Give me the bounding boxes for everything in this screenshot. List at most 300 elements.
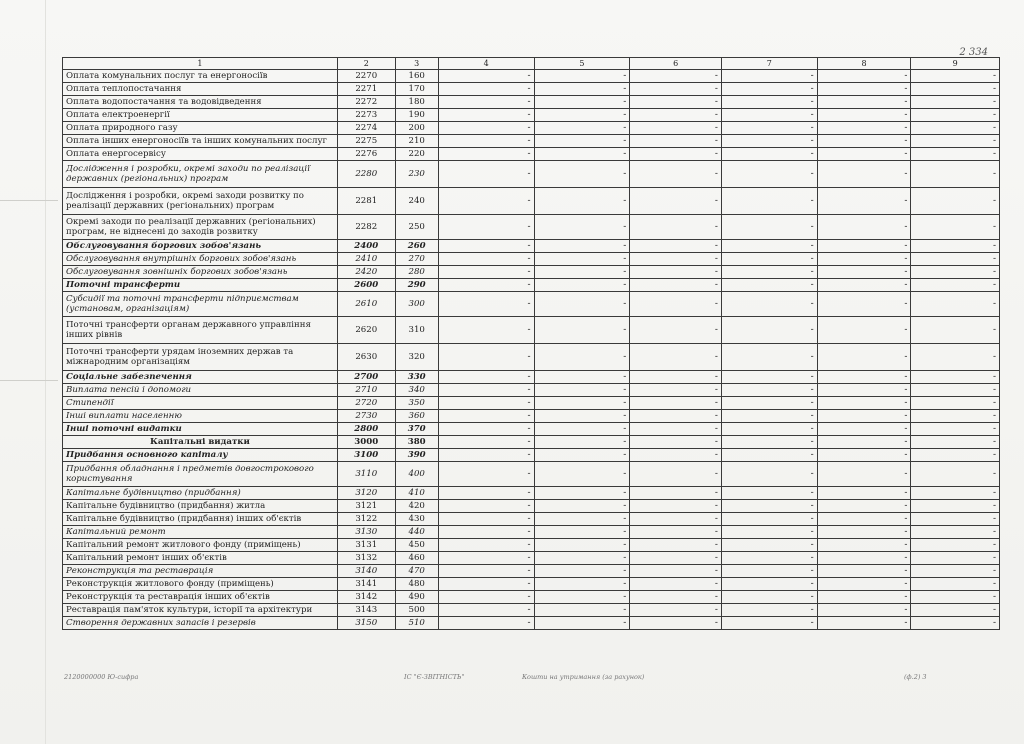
- value-cell-col-5: -: [534, 371, 630, 384]
- row-kekv-code: 3100: [337, 449, 395, 462]
- value-cell-col-9: -: [911, 526, 1000, 539]
- value-cell-col-7: -: [721, 96, 817, 109]
- value-cell-col-6: -: [630, 96, 722, 109]
- value-cell-col-4: -: [438, 317, 534, 344]
- value-cell-col-5: -: [534, 513, 630, 526]
- value-cell-col-7: -: [721, 423, 817, 436]
- value-cell-col-5: -: [534, 109, 630, 122]
- value-cell-col-5: -: [534, 83, 630, 96]
- row-kekv-code: 2400: [337, 240, 395, 253]
- value-cell-col-9: -: [911, 122, 1000, 135]
- column-header-5: 5: [534, 58, 630, 70]
- row-line-number: 460: [395, 552, 438, 565]
- row-kekv-code: 3140: [337, 565, 395, 578]
- value-cell-col-5: -: [534, 578, 630, 591]
- value-cell-col-7: -: [721, 384, 817, 397]
- row-name: Виплата пенсій і допомоги: [63, 384, 338, 397]
- value-cell-col-4: -: [438, 266, 534, 279]
- row-kekv-code: 3121: [337, 500, 395, 513]
- value-cell-col-5: -: [534, 266, 630, 279]
- value-cell-col-4: -: [438, 96, 534, 109]
- table-row: [63, 462, 1000, 487]
- value-cell-col-8: -: [817, 423, 911, 436]
- value-cell-col-8: -: [817, 449, 911, 462]
- value-cell-col-9: -: [911, 83, 1000, 96]
- value-cell-col-8: -: [817, 317, 911, 344]
- row-line-number: 390: [395, 449, 438, 462]
- row-kekv-code: 3122: [337, 513, 395, 526]
- table-row: [63, 513, 1000, 526]
- row-kekv-code: 2630: [337, 344, 395, 371]
- value-cell-col-9: -: [911, 552, 1000, 565]
- row-name: Капітальне будівництво (придбання) житла: [63, 500, 338, 513]
- value-cell-col-6: -: [630, 292, 722, 317]
- row-line-number: 400: [395, 462, 438, 487]
- value-cell-col-9: -: [911, 371, 1000, 384]
- row-name: Обслуговування внутрішніх боргових зобов'язань: [63, 253, 338, 266]
- value-cell-col-8: -: [817, 70, 911, 83]
- value-cell-col-5: -: [534, 292, 630, 317]
- value-cell-col-6: -: [630, 436, 722, 449]
- value-cell-col-8: -: [817, 188, 911, 215]
- value-cell-col-6: -: [630, 384, 722, 397]
- value-cell-col-6: -: [630, 266, 722, 279]
- table-row: [63, 215, 1000, 240]
- row-kekv-code: 2270: [337, 70, 395, 83]
- value-cell-col-4: -: [438, 436, 534, 449]
- value-cell-col-9: -: [911, 253, 1000, 266]
- value-cell-col-7: -: [721, 135, 817, 148]
- row-line-number: 170: [395, 83, 438, 96]
- value-cell-col-9: -: [911, 135, 1000, 148]
- table-row: [63, 266, 1000, 279]
- value-cell-col-6: -: [630, 410, 722, 423]
- footer-center: ІС "Є-ЗВІТНІСТЬ": [404, 673, 465, 681]
- value-cell-col-8: -: [817, 526, 911, 539]
- value-cell-col-9: -: [911, 604, 1000, 617]
- value-cell-col-8: -: [817, 240, 911, 253]
- row-name: Субсидії та поточні трансферти підприємствам (установам, організаціям): [63, 292, 338, 317]
- value-cell-col-8: -: [817, 462, 911, 487]
- value-cell-col-9: -: [911, 487, 1000, 500]
- value-cell-col-6: -: [630, 135, 722, 148]
- value-cell-col-4: -: [438, 240, 534, 253]
- page-number-mark: 2 334: [959, 47, 988, 58]
- value-cell-col-5: -: [534, 552, 630, 565]
- row-line-number: 260: [395, 240, 438, 253]
- column-header-3: 3: [395, 58, 438, 70]
- value-cell-col-6: -: [630, 215, 722, 240]
- value-cell-col-6: -: [630, 70, 722, 83]
- table-row: [63, 253, 1000, 266]
- value-cell-col-9: -: [911, 188, 1000, 215]
- row-name: Оплата електроенергії: [63, 109, 338, 122]
- value-cell-col-5: -: [534, 617, 630, 630]
- value-cell-col-7: -: [721, 266, 817, 279]
- value-cell-col-4: -: [438, 449, 534, 462]
- expenditure-report-table: [62, 57, 1000, 630]
- value-cell-col-6: -: [630, 279, 722, 292]
- row-line-number: 310: [395, 317, 438, 344]
- value-cell-col-4: -: [438, 591, 534, 604]
- value-cell-col-4: -: [438, 109, 534, 122]
- value-cell-col-4: -: [438, 565, 534, 578]
- value-cell-col-6: -: [630, 513, 722, 526]
- value-cell-col-9: -: [911, 344, 1000, 371]
- row-kekv-code: 2271: [337, 83, 395, 96]
- value-cell-col-5: -: [534, 279, 630, 292]
- value-cell-col-9: -: [911, 266, 1000, 279]
- value-cell-col-9: -: [911, 449, 1000, 462]
- row-line-number: 410: [395, 487, 438, 500]
- value-cell-col-7: -: [721, 240, 817, 253]
- row-line-number: 180: [395, 96, 438, 109]
- value-cell-col-8: -: [817, 109, 911, 122]
- value-cell-col-4: -: [438, 552, 534, 565]
- value-cell-col-8: -: [817, 410, 911, 423]
- value-cell-col-5: -: [534, 253, 630, 266]
- value-cell-col-6: -: [630, 317, 722, 344]
- table-row: [63, 135, 1000, 148]
- value-cell-col-6: -: [630, 253, 722, 266]
- value-cell-col-7: -: [721, 371, 817, 384]
- table-row: [63, 344, 1000, 371]
- table-row: [63, 578, 1000, 591]
- value-cell-col-4: -: [438, 487, 534, 500]
- column-header-7: 7: [721, 58, 817, 70]
- value-cell-col-4: -: [438, 253, 534, 266]
- value-cell-col-5: -: [534, 526, 630, 539]
- row-line-number: 500: [395, 604, 438, 617]
- table-row: [63, 526, 1000, 539]
- row-name: Придбання основного капіталу: [63, 449, 338, 462]
- column-header-9: 9: [911, 58, 1000, 70]
- table-row: [63, 552, 1000, 565]
- row-line-number: 470: [395, 565, 438, 578]
- row-name: Реконструкція житлового фонду (приміщень): [63, 578, 338, 591]
- row-kekv-code: 2282: [337, 215, 395, 240]
- bleed-through-line: [0, 380, 58, 381]
- row-name: Поточні трансферти органам державного управління інших рівнів: [63, 317, 338, 344]
- value-cell-col-8: -: [817, 344, 911, 371]
- value-cell-col-5: -: [534, 462, 630, 487]
- value-cell-col-7: -: [721, 148, 817, 161]
- row-kekv-code: 2273: [337, 109, 395, 122]
- value-cell-col-5: -: [534, 500, 630, 513]
- value-cell-col-8: -: [817, 83, 911, 96]
- value-cell-col-6: -: [630, 565, 722, 578]
- value-cell-col-9: -: [911, 240, 1000, 253]
- value-cell-col-8: -: [817, 215, 911, 240]
- value-cell-col-6: -: [630, 109, 722, 122]
- value-cell-col-6: -: [630, 487, 722, 500]
- value-cell-col-4: -: [438, 161, 534, 188]
- value-cell-col-6: -: [630, 397, 722, 410]
- table-row: [63, 539, 1000, 552]
- row-line-number: 200: [395, 122, 438, 135]
- table-row: [63, 565, 1000, 578]
- value-cell-col-4: -: [438, 578, 534, 591]
- value-cell-col-7: -: [721, 539, 817, 552]
- row-name: Оплата інших енергоносіїв та інших комунальних послуг: [63, 135, 338, 148]
- value-cell-col-7: -: [721, 83, 817, 96]
- row-name: Поточні трансферти урядам іноземних держав та міжнародним організаціям: [63, 344, 338, 371]
- value-cell-col-5: -: [534, 384, 630, 397]
- footer-left: 2120000000 Ю-сифра: [64, 673, 139, 681]
- value-cell-col-6: -: [630, 526, 722, 539]
- table-row: [63, 371, 1000, 384]
- value-cell-col-4: -: [438, 617, 534, 630]
- row-name: Оплата комунальних послуг та енергоносіїв: [63, 70, 338, 83]
- value-cell-col-4: -: [438, 371, 534, 384]
- value-cell-col-4: -: [438, 526, 534, 539]
- row-name: Придбання обладнання і предметів довгострокового користування: [63, 462, 338, 487]
- value-cell-col-7: -: [721, 410, 817, 423]
- value-cell-col-6: -: [630, 240, 722, 253]
- row-line-number: 350: [395, 397, 438, 410]
- value-cell-col-5: -: [534, 423, 630, 436]
- row-kekv-code: 3143: [337, 604, 395, 617]
- row-line-number: 330: [395, 371, 438, 384]
- table-row: [63, 604, 1000, 617]
- row-name: Оплата енергосервісу: [63, 148, 338, 161]
- row-kekv-code: 2281: [337, 188, 395, 215]
- value-cell-col-4: -: [438, 292, 534, 317]
- value-cell-col-7: -: [721, 487, 817, 500]
- row-name: Оплата природного газу: [63, 122, 338, 135]
- value-cell-col-9: -: [911, 70, 1000, 83]
- row-kekv-code: 2275: [337, 135, 395, 148]
- row-kekv-code: 2800: [337, 423, 395, 436]
- value-cell-col-5: -: [534, 397, 630, 410]
- value-cell-col-8: -: [817, 436, 911, 449]
- value-cell-col-4: -: [438, 384, 534, 397]
- value-cell-col-7: -: [721, 109, 817, 122]
- value-cell-col-6: -: [630, 161, 722, 188]
- column-header-1: 1: [63, 58, 338, 70]
- row-name: Обслуговування зовнішніх боргових зобов'язань: [63, 266, 338, 279]
- footer-note: Кошти на утримання (за рахунок): [522, 673, 645, 681]
- value-cell-col-8: -: [817, 148, 911, 161]
- row-name: Інші виплати населенню: [63, 410, 338, 423]
- value-cell-col-6: -: [630, 83, 722, 96]
- value-cell-col-7: -: [721, 122, 817, 135]
- value-cell-col-9: -: [911, 423, 1000, 436]
- table-row: [63, 617, 1000, 630]
- table-row: [63, 240, 1000, 253]
- row-kekv-code: 2280: [337, 161, 395, 188]
- value-cell-col-8: -: [817, 578, 911, 591]
- row-name: Обслуговування боргових зобов'язань: [63, 240, 338, 253]
- value-cell-col-8: -: [817, 371, 911, 384]
- value-cell-col-4: -: [438, 604, 534, 617]
- value-cell-col-9: -: [911, 96, 1000, 109]
- value-cell-col-6: -: [630, 449, 722, 462]
- value-cell-col-8: -: [817, 539, 911, 552]
- table-row: [63, 397, 1000, 410]
- value-cell-col-8: -: [817, 135, 911, 148]
- value-cell-col-8: -: [817, 487, 911, 500]
- row-line-number: 250: [395, 215, 438, 240]
- value-cell-col-5: -: [534, 70, 630, 83]
- row-line-number: 340: [395, 384, 438, 397]
- value-cell-col-7: -: [721, 317, 817, 344]
- row-line-number: 290: [395, 279, 438, 292]
- value-cell-col-7: -: [721, 161, 817, 188]
- value-cell-col-4: -: [438, 513, 534, 526]
- row-line-number: 370: [395, 423, 438, 436]
- row-line-number: 420: [395, 500, 438, 513]
- column-header-2: 2: [337, 58, 395, 70]
- value-cell-col-5: -: [534, 215, 630, 240]
- value-cell-col-5: -: [534, 240, 630, 253]
- row-kekv-code: 3150: [337, 617, 395, 630]
- value-cell-col-9: -: [911, 565, 1000, 578]
- value-cell-col-5: -: [534, 188, 630, 215]
- value-cell-col-6: -: [630, 604, 722, 617]
- value-cell-col-5: -: [534, 487, 630, 500]
- value-cell-col-7: -: [721, 279, 817, 292]
- value-cell-col-7: -: [721, 449, 817, 462]
- row-line-number: 210: [395, 135, 438, 148]
- value-cell-col-7: -: [721, 70, 817, 83]
- value-cell-col-8: -: [817, 266, 911, 279]
- row-kekv-code: 3142: [337, 591, 395, 604]
- value-cell-col-4: -: [438, 215, 534, 240]
- value-cell-col-4: -: [438, 539, 534, 552]
- row-kekv-code: 2276: [337, 148, 395, 161]
- value-cell-col-7: -: [721, 591, 817, 604]
- value-cell-col-7: -: [721, 565, 817, 578]
- value-cell-col-7: -: [721, 344, 817, 371]
- value-cell-col-7: -: [721, 604, 817, 617]
- row-kekv-code: 3132: [337, 552, 395, 565]
- row-line-number: 160: [395, 70, 438, 83]
- row-line-number: 190: [395, 109, 438, 122]
- value-cell-col-4: -: [438, 279, 534, 292]
- value-cell-col-9: -: [911, 578, 1000, 591]
- value-cell-col-5: -: [534, 591, 630, 604]
- value-cell-col-9: -: [911, 397, 1000, 410]
- value-cell-col-8: -: [817, 604, 911, 617]
- row-line-number: 220: [395, 148, 438, 161]
- table-body: [63, 70, 1000, 630]
- row-kekv-code: 2272: [337, 96, 395, 109]
- value-cell-col-7: -: [721, 526, 817, 539]
- value-cell-col-8: -: [817, 500, 911, 513]
- value-cell-col-4: -: [438, 188, 534, 215]
- row-name: Оплата водопостачання та водовідведення: [63, 96, 338, 109]
- row-kekv-code: 2720: [337, 397, 395, 410]
- table-row: [63, 83, 1000, 96]
- row-kekv-code: 2620: [337, 317, 395, 344]
- row-name: Капітальне будівництво (придбання): [63, 487, 338, 500]
- value-cell-col-5: -: [534, 148, 630, 161]
- value-cell-col-9: -: [911, 148, 1000, 161]
- table-row: [63, 317, 1000, 344]
- row-name: Дослідження і розробки, окремі заходи розвитку по реалізації державних (регіональних) програм: [63, 188, 338, 215]
- value-cell-col-6: -: [630, 539, 722, 552]
- footer-right: (ф.2) 3: [904, 673, 927, 681]
- row-line-number: 440: [395, 526, 438, 539]
- row-line-number: 480: [395, 578, 438, 591]
- row-name: Реконструкція та реставрація інших об'єктів: [63, 591, 338, 604]
- row-kekv-code: 3130: [337, 526, 395, 539]
- value-cell-col-8: -: [817, 253, 911, 266]
- value-cell-col-7: -: [721, 292, 817, 317]
- table-row: [63, 188, 1000, 215]
- value-cell-col-5: -: [534, 317, 630, 344]
- value-cell-col-4: -: [438, 148, 534, 161]
- value-cell-col-8: -: [817, 292, 911, 317]
- value-cell-col-5: -: [534, 410, 630, 423]
- value-cell-col-7: -: [721, 500, 817, 513]
- row-kekv-code: 2730: [337, 410, 395, 423]
- table-row: [63, 96, 1000, 109]
- value-cell-col-8: -: [817, 161, 911, 188]
- table-row: [63, 449, 1000, 462]
- value-cell-col-9: -: [911, 410, 1000, 423]
- value-cell-col-6: -: [630, 462, 722, 487]
- value-cell-col-5: -: [534, 604, 630, 617]
- value-cell-col-5: -: [534, 539, 630, 552]
- table-row: [63, 384, 1000, 397]
- value-cell-col-6: -: [630, 552, 722, 565]
- table-row: [63, 109, 1000, 122]
- value-cell-col-6: -: [630, 591, 722, 604]
- value-cell-col-6: -: [630, 578, 722, 591]
- value-cell-col-8: -: [817, 565, 911, 578]
- row-kekv-code: 2700: [337, 371, 395, 384]
- column-header-6: 6: [630, 58, 722, 70]
- value-cell-col-9: -: [911, 513, 1000, 526]
- row-line-number: 360: [395, 410, 438, 423]
- value-cell-col-6: -: [630, 617, 722, 630]
- value-cell-col-9: -: [911, 161, 1000, 188]
- table-row: [63, 591, 1000, 604]
- table-row: [63, 292, 1000, 317]
- row-line-number: 380: [395, 436, 438, 449]
- value-cell-col-5: -: [534, 135, 630, 148]
- row-name: Соціальне забезпечення: [63, 371, 338, 384]
- row-kekv-code: 3141: [337, 578, 395, 591]
- row-line-number: 450: [395, 539, 438, 552]
- value-cell-col-6: -: [630, 344, 722, 371]
- value-cell-col-9: -: [911, 500, 1000, 513]
- value-cell-col-8: -: [817, 552, 911, 565]
- table-row: [63, 423, 1000, 436]
- table-row: [63, 410, 1000, 423]
- value-cell-col-8: -: [817, 279, 911, 292]
- row-name: Дослідження і розробки, окремі заходи по реалізації державних (регіональних) програм: [63, 161, 338, 188]
- row-line-number: 510: [395, 617, 438, 630]
- bleed-through-line: [0, 200, 58, 201]
- value-cell-col-9: -: [911, 591, 1000, 604]
- value-cell-col-9: -: [911, 462, 1000, 487]
- value-cell-col-5: -: [534, 449, 630, 462]
- value-cell-col-9: -: [911, 539, 1000, 552]
- row-name: Окремі заходи по реалізації державних (регіональних) програм, не віднесені до заходів розвитку: [63, 215, 338, 240]
- value-cell-col-7: -: [721, 436, 817, 449]
- row-name: Капітальний ремонт житлового фонду (приміщень): [63, 539, 338, 552]
- value-cell-col-8: -: [817, 122, 911, 135]
- row-kekv-code: 3120: [337, 487, 395, 500]
- value-cell-col-5: -: [534, 344, 630, 371]
- value-cell-col-8: -: [817, 617, 911, 630]
- value-cell-col-5: -: [534, 161, 630, 188]
- column-header-4: 4: [438, 58, 534, 70]
- value-cell-col-9: -: [911, 279, 1000, 292]
